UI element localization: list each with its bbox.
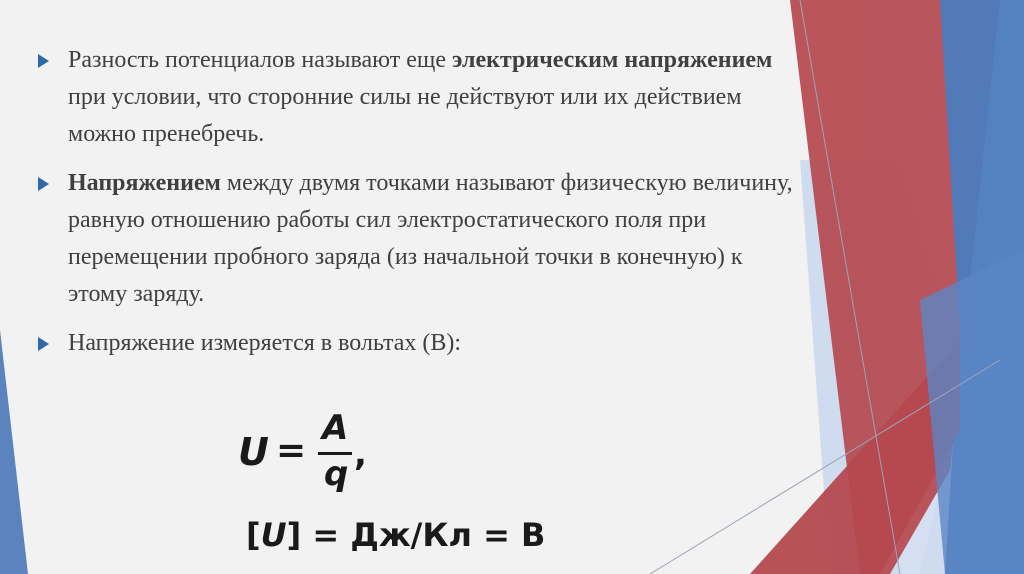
bullet-arrow-icon xyxy=(38,177,49,191)
bullet-voltage-definition-2 xyxy=(36,165,796,313)
bullet-2-bold: Напряжением xyxy=(68,170,221,196)
bullet-1-bold: электрическим напряжением xyxy=(452,47,773,73)
formula-equals: = xyxy=(276,430,307,471)
formula-lhs: U xyxy=(238,430,269,474)
formula-comma: , xyxy=(354,434,367,474)
units-var: U xyxy=(260,516,287,554)
bullet-1-lead: Разность потенциалов называют еще xyxy=(68,47,453,73)
bullet-2-tail: между двумя точками называют физическую величину, равную отношению работы сил электростатического поля при перемещении пробного заряда (из начальной точки в конечную) к этому заряду. xyxy=(68,170,793,307)
formula-units-line xyxy=(246,516,545,554)
bullet-arrow-icon xyxy=(38,337,49,351)
bullet-arrow-icon xyxy=(38,54,49,68)
bullet-voltage-definition-1 xyxy=(36,42,796,153)
bullet-3-lead: Напряжение измеряется в вольтах (В): xyxy=(68,330,462,356)
slide-content xyxy=(36,42,796,374)
formula-numerator: A xyxy=(322,408,349,448)
bullet-1-tail: при условии, что сторонние силы не действуют или их действием можно пренебречь. xyxy=(68,84,742,147)
left-blue-triangle xyxy=(0,330,28,574)
voltage-formula xyxy=(236,408,546,568)
units-open-bracket: [ xyxy=(246,516,261,554)
formula-denominator: q xyxy=(324,454,349,494)
bullet-voltage-units xyxy=(36,325,796,362)
units-rest: ] = Дж/Кл = В xyxy=(286,516,546,554)
